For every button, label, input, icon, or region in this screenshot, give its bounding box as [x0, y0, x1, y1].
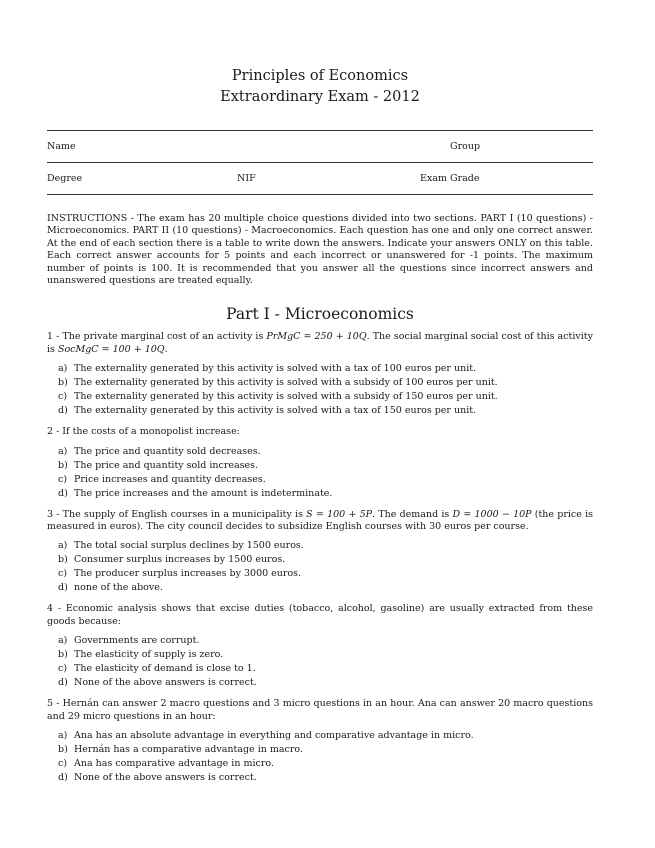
math-expression: SocMgC = 100 + 10Q	[57, 343, 165, 355]
option-b: b) Consumer surplus increases by 1500 euros.	[58, 554, 286, 566]
grade-label: Exam Grade	[420, 173, 480, 184]
option-a: a) Governments are corrupt.	[58, 635, 200, 647]
option-c: c) The elasticity of demand is close to 1.	[58, 663, 256, 675]
math-expression: S = 100 + 5P	[306, 508, 373, 520]
options-list	[58, 634, 593, 690]
exam-subtitle: Extraordinary Exam - 2012	[220, 89, 420, 105]
option-c: c) The producer surplus increases by 3000 euros.	[58, 568, 302, 580]
exam-title: Principles of Economics	[231, 68, 409, 84]
instructions: INSTRUCTIONS - The exam has 20 multiple choice questions divided into two sections. PART I (10 questions) - Microeconomics. PART II (10 questions) - Macroeconomics. Each question has one and only one correct answer. At the end of each section there is a table to write down the answers. Indicate your answers ONLY on this table. Each correct answer accounts for 5 points and each incorrect or unanswered for -1 points. The maximum number of points is 100. It is recommended that you answer all the questions since incorrect answers and unanswered questions are treated equally.	[47, 213, 593, 287]
question-text: 5 - Hernán can answer 2 macro questions and 3 micro questions in an hour. Ana can answer 20 macro questions and 29 micro questions in an hour:	[47, 698, 593, 722]
question-text: 3 - The supply of English courses in a municipality is S = 100 + 5P. The demand is D = 1000 − 10P (the price is measured in euros). The city council decides to subsidize English courses with 30 euros per course.	[47, 508, 593, 533]
question-5	[47, 698, 593, 785]
nif-label: NIF	[237, 173, 256, 184]
degree-label: Degree	[47, 173, 83, 184]
options-list	[58, 729, 593, 785]
option-b: b) The externality generated by this activity is solved with a subsidy of 100 euros per unit.	[58, 377, 498, 389]
divider	[47, 194, 593, 195]
option-d: d) none of the above.	[58, 582, 163, 594]
option-d: d) The price increases and the amount is indeterminate.	[58, 487, 333, 499]
option-d: d) None of the above answers is correct.	[58, 772, 257, 784]
options-list	[58, 445, 593, 501]
option-a: a) The externality generated by this activity is solved with a tax of 100 euros per unit.	[58, 363, 477, 375]
group-label: Group	[450, 141, 481, 152]
form-row-name	[47, 131, 593, 162]
question-3	[47, 509, 593, 596]
options-list	[58, 362, 593, 418]
option-b: b) The price and quantity sold increases.	[58, 459, 259, 471]
option-b: b) Hernán has a comparative advantage in macro.	[58, 744, 303, 756]
option-a: a) The total social surplus declines by 1500 euros.	[58, 540, 304, 552]
question-2	[47, 426, 593, 500]
option-c: c) Price increases and quantity decreases.	[58, 473, 266, 485]
option-a: a) The price and quantity sold decreases.	[58, 445, 261, 457]
question-text: 4 - Economic analysis shows that excise duties (tobacco, alcohol, gasoline) are usually extracted from these goods because:	[47, 603, 593, 627]
option-c: c) Ana has comparative advantage in micro.	[58, 758, 274, 770]
question-text: 1 - The private marginal cost of an activity is PrMgC = 250 + 10Q. The social marginal social cost of this activity is SocMgC = 100 + 10Q.	[47, 331, 593, 355]
option-b: b) The elasticity of supply is zero.	[58, 649, 224, 661]
option-d: d) The externality generated by this activity is solved with a tax of 150 euros per unit.	[58, 405, 477, 417]
math-expression: PrMgC = 250 + 10Q	[266, 331, 367, 343]
question-4	[47, 603, 593, 690]
question-1	[47, 331, 593, 418]
part-title: Part I - Microeconomics	[226, 305, 414, 324]
name-label: Name	[47, 141, 76, 152]
form-row-degree	[47, 163, 593, 194]
option-a: a) Ana has an absolute advantage in everything and comparative advantage in micro.	[58, 730, 474, 742]
option-c: c) The externality generated by this activity is solved with a subsidy of 150 euros per unit.	[58, 391, 498, 403]
math-expression: D = 1000 − 10P	[452, 508, 532, 520]
option-d: d) None of the above answers is correct.	[58, 677, 257, 689]
exam-page	[47, 0, 593, 785]
options-list	[58, 539, 593, 595]
question-text: 2 - If the costs of a monopolist increase:	[47, 426, 240, 438]
